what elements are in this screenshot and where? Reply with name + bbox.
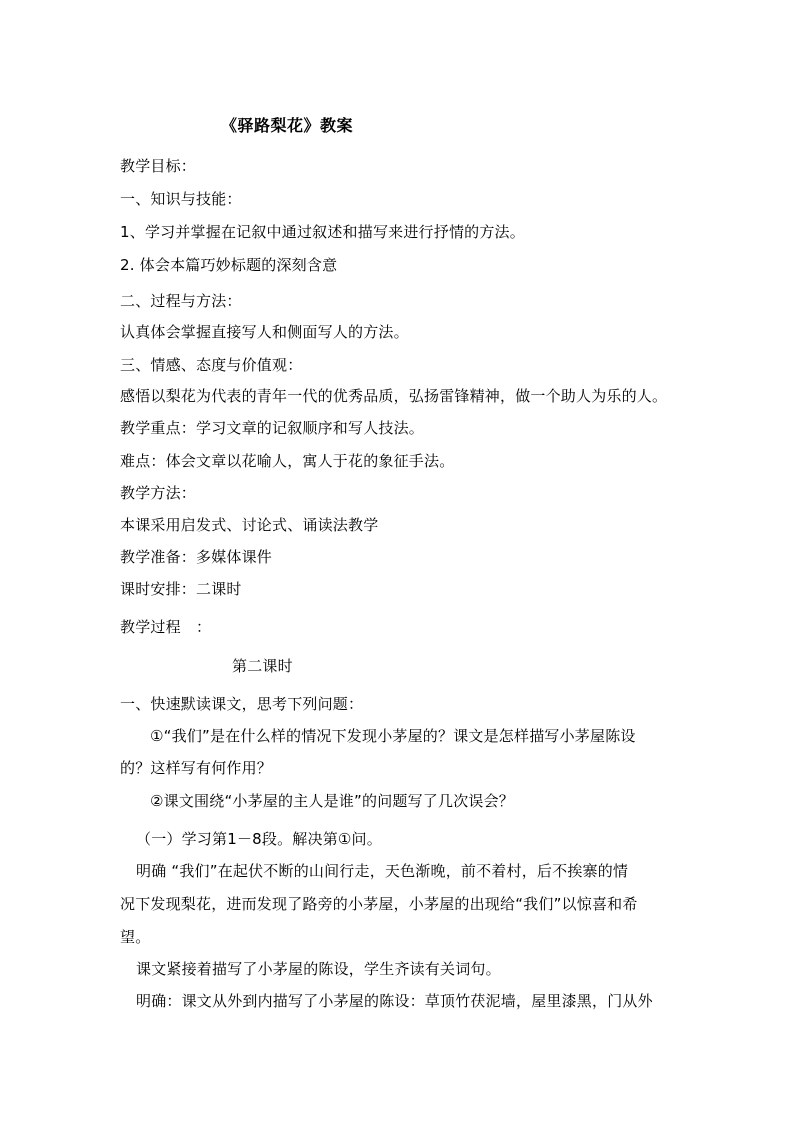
knowledge-item-2: 2. 体会本篇巧妙标题的深刻含意 <box>120 256 338 274</box>
answer-1-line-1: 明确 “我们”在起伏不断的山间行走，天色渐晚，前不着村，后不挨寨的情 <box>136 862 629 880</box>
key-point: 教学重点：学习文章的记叙顺序和写人技法。 <box>120 419 425 437</box>
method-item-1: 本课采用启发式、讨论式、诵读法教学 <box>120 516 379 534</box>
question-1-line-1: ①“我们”是在什么样的情况下发现小茅屋的？课文是怎样描写小茅屋陈设 <box>150 727 636 745</box>
reading-1: 课文紧接着描写了小茅屋的陈设，学生齐读有关词句。 <box>136 960 501 978</box>
process-heading: 二、过程与方法： <box>120 292 242 310</box>
document-title: 《驿路梨花》教案 <box>221 116 354 135</box>
difficulty: 难点：体会文章以花喻人，寓人于花的象征手法。 <box>120 452 455 470</box>
objectives-heading: 教学目标： <box>120 157 197 175</box>
method-heading: 教学方法： <box>120 484 197 502</box>
emotion-heading: 三、情感、态度与价值观： <box>120 356 303 374</box>
process-item-1: 认真体会掌握直接写人和侧面写人的方法。 <box>120 323 409 341</box>
preparation: 教学准备：多媒体课件 <box>120 548 273 566</box>
emotion-item-1: 感悟以梨花为代表的青年一代的优秀品质，弘扬雷锋精神，做一个助人为乐的人。 <box>120 387 668 405</box>
step-1: 一、快速默读课文，思考下列问题： <box>120 695 364 713</box>
answer-1-line-2: 况下发现梨花，进而发现了路旁的小茅屋，小茅屋的出现给“我们”以惊喜和希 <box>120 895 638 913</box>
question-1-line-2: 的？这样写有何作用？ <box>120 759 273 777</box>
knowledge-item-1: 1、学习并掌握在记叙中通过叙述和描写来进行抒情的方法。 <box>120 223 525 241</box>
sub-step-1: （一）学习第1－8段。解决第①问。 <box>136 830 382 848</box>
lesson-title: 第二课时 <box>232 657 293 675</box>
knowledge-heading: 一、知识与技能： <box>120 190 242 208</box>
answer-2-line-1: 明确：课文从外到内描写了小茅屋的陈设：草顶竹茯泥墙，屋里漆黑，门从外 <box>136 992 653 1010</box>
answer-1-line-3: 望。 <box>120 928 151 946</box>
question-2: ②课文围绕“小茅屋的主人是谁”的问题写了几次误会？ <box>150 792 514 810</box>
procedure-heading: 教学过程 ： <box>120 618 212 636</box>
schedule: 课时安排：二课时 <box>120 580 242 598</box>
